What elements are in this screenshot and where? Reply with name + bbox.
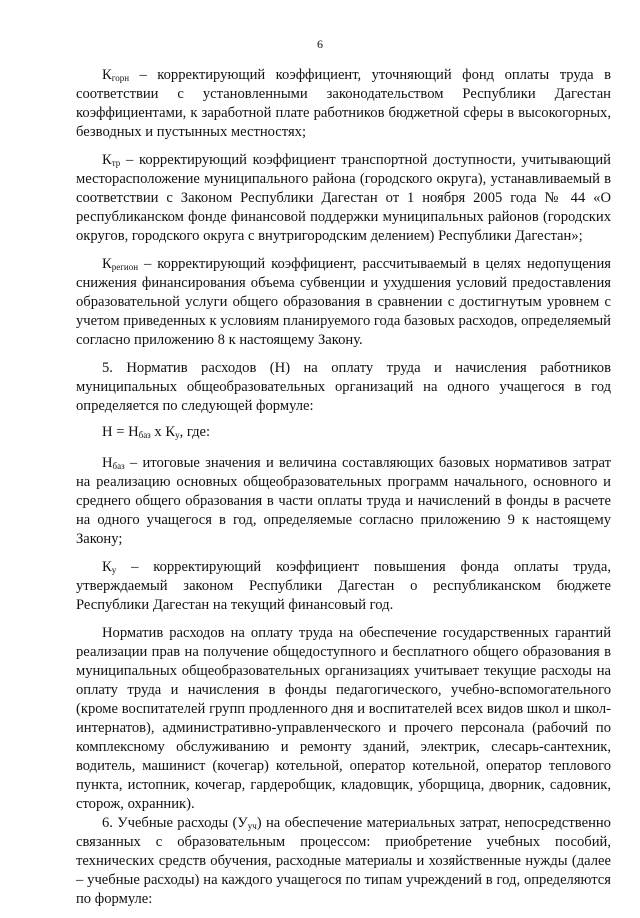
formula-part: х К <box>150 424 176 440</box>
formula-line <box>76 423 611 442</box>
term-symbol: Н <box>102 455 113 471</box>
paragraph-k-gorn <box>76 66 611 142</box>
formula-part: , где: <box>179 424 211 440</box>
paragraph-section-6 <box>76 814 611 909</box>
paragraph-text: – корректирующий коэффициент, уточняющий фонд оплаты труда в соответствии с установленными законодательством Республики Дагестан коэффициентами, к заработной плате работников бюджетной сферы в высокогорных, безводных и пустынных местностях; <box>76 67 611 140</box>
term-subscript: горн <box>111 73 130 83</box>
term-symbol: К <box>102 256 112 272</box>
paragraph-text: – корректирующий коэффициент транспортной доступности, учитывающий месторасположение муниципального района (городского округа), устанавливаемый в соответствии с Законом Республики Дагестан от 1 ноября 2005 года № 44 «О республиканском фонде финансовой поддержки муниципальных районов (городских округов, городского округа с внутригородским делением) Республики Дагестан»; <box>76 152 611 244</box>
term-subscript: уч <box>247 821 257 831</box>
term-symbol: 6. Учебные расходы (У <box>102 815 248 831</box>
paragraph-text: – итоговые значения и величина составляющих базовых нормативов затрат на реализацию основных общеобразовательных программ начального, основного и среднего общего образования в части оплаты труда и начислений в фонды в расчете на одного учащегося в год, определяемые согласно приложению 9 к настоящему Закону; <box>76 455 611 547</box>
term-subscript: тр <box>111 158 121 168</box>
formula-part: Н = Н <box>102 424 139 440</box>
term-subscript: баз <box>112 461 125 471</box>
paragraph-text: Норматив расходов на оплату труда на обеспечение государственных гарантий реализации прав на получение общедоступного и бесплатного общего образования в муниципальных общеобразовательных организациях учитывает текущие расходы на оплату труда и начисления в фонды педагогического, учебно-вспомогательного (кроме воспитателей групп продленного дня и воспитателей всех видов школ и школ-интернатов), административно-управленческого и прочего персонала (рабочий по комплексному обслуживанию и ремонту зданий, электрик, слесарь-сантехник, водитель, машинист (кочегар) котельной, оператор котельной, оператор теплового пункта, истопник, кочегар, гардеробщик, кладовщик, уборщица, дворник, садовник, сторож, охранник). <box>76 625 611 812</box>
paragraph-text: ) на обеспечение материальных затрат, непосредственно связанных с образовательным процессом: приобретение учебных пособий, технических средств обучения, расходные материалы и хозяйственные нужды (далее – учебные расходы) на каждого учащегося по типам учреждений в год, определяются по формуле: <box>76 815 611 907</box>
paragraph-text: – корректирующий коэффициент повышения фонда оплаты труда, утверждаемый законом Республики Дагестан о республиканском бюджете Республики Дагестан на текущий финансовый год. <box>76 559 611 613</box>
page-number: 6 <box>317 37 323 51</box>
paragraph-n-baz <box>76 454 611 549</box>
paragraph-text: 5. Норматив расходов (Н) на оплату труда и начисления работников муниципальных общеобразовательных организаций на одного учащегося в год определяется по следующей формуле: <box>76 360 611 414</box>
term-subscript: регион <box>111 262 139 272</box>
paragraph-k-u <box>76 558 611 615</box>
term-symbol: К <box>102 152 112 168</box>
formula-subscript: баз <box>138 430 151 440</box>
paragraph-k-region <box>76 255 611 350</box>
document-body <box>76 66 611 918</box>
paragraph-labor-norm <box>76 624 611 814</box>
paragraph-section-5 <box>76 359 611 416</box>
term-subscript: у <box>111 565 117 575</box>
paragraph-text: – корректирующий коэффициент, рассчитываемый в целях недопущения снижения финансирования объема субвенции и ухудшения условий предоставления образовательной услуги общего образования в сравнении с достигнутым уровнем с учетом приведенных к условиям планируемого года базовых расходов, определяемый согласно приложению 8 к настоящему Закону. <box>76 256 611 348</box>
term-symbol: К <box>102 67 112 83</box>
formula-subscript: у <box>175 430 180 440</box>
term-symbol: К <box>102 559 112 575</box>
paragraph-k-tr <box>76 151 611 246</box>
